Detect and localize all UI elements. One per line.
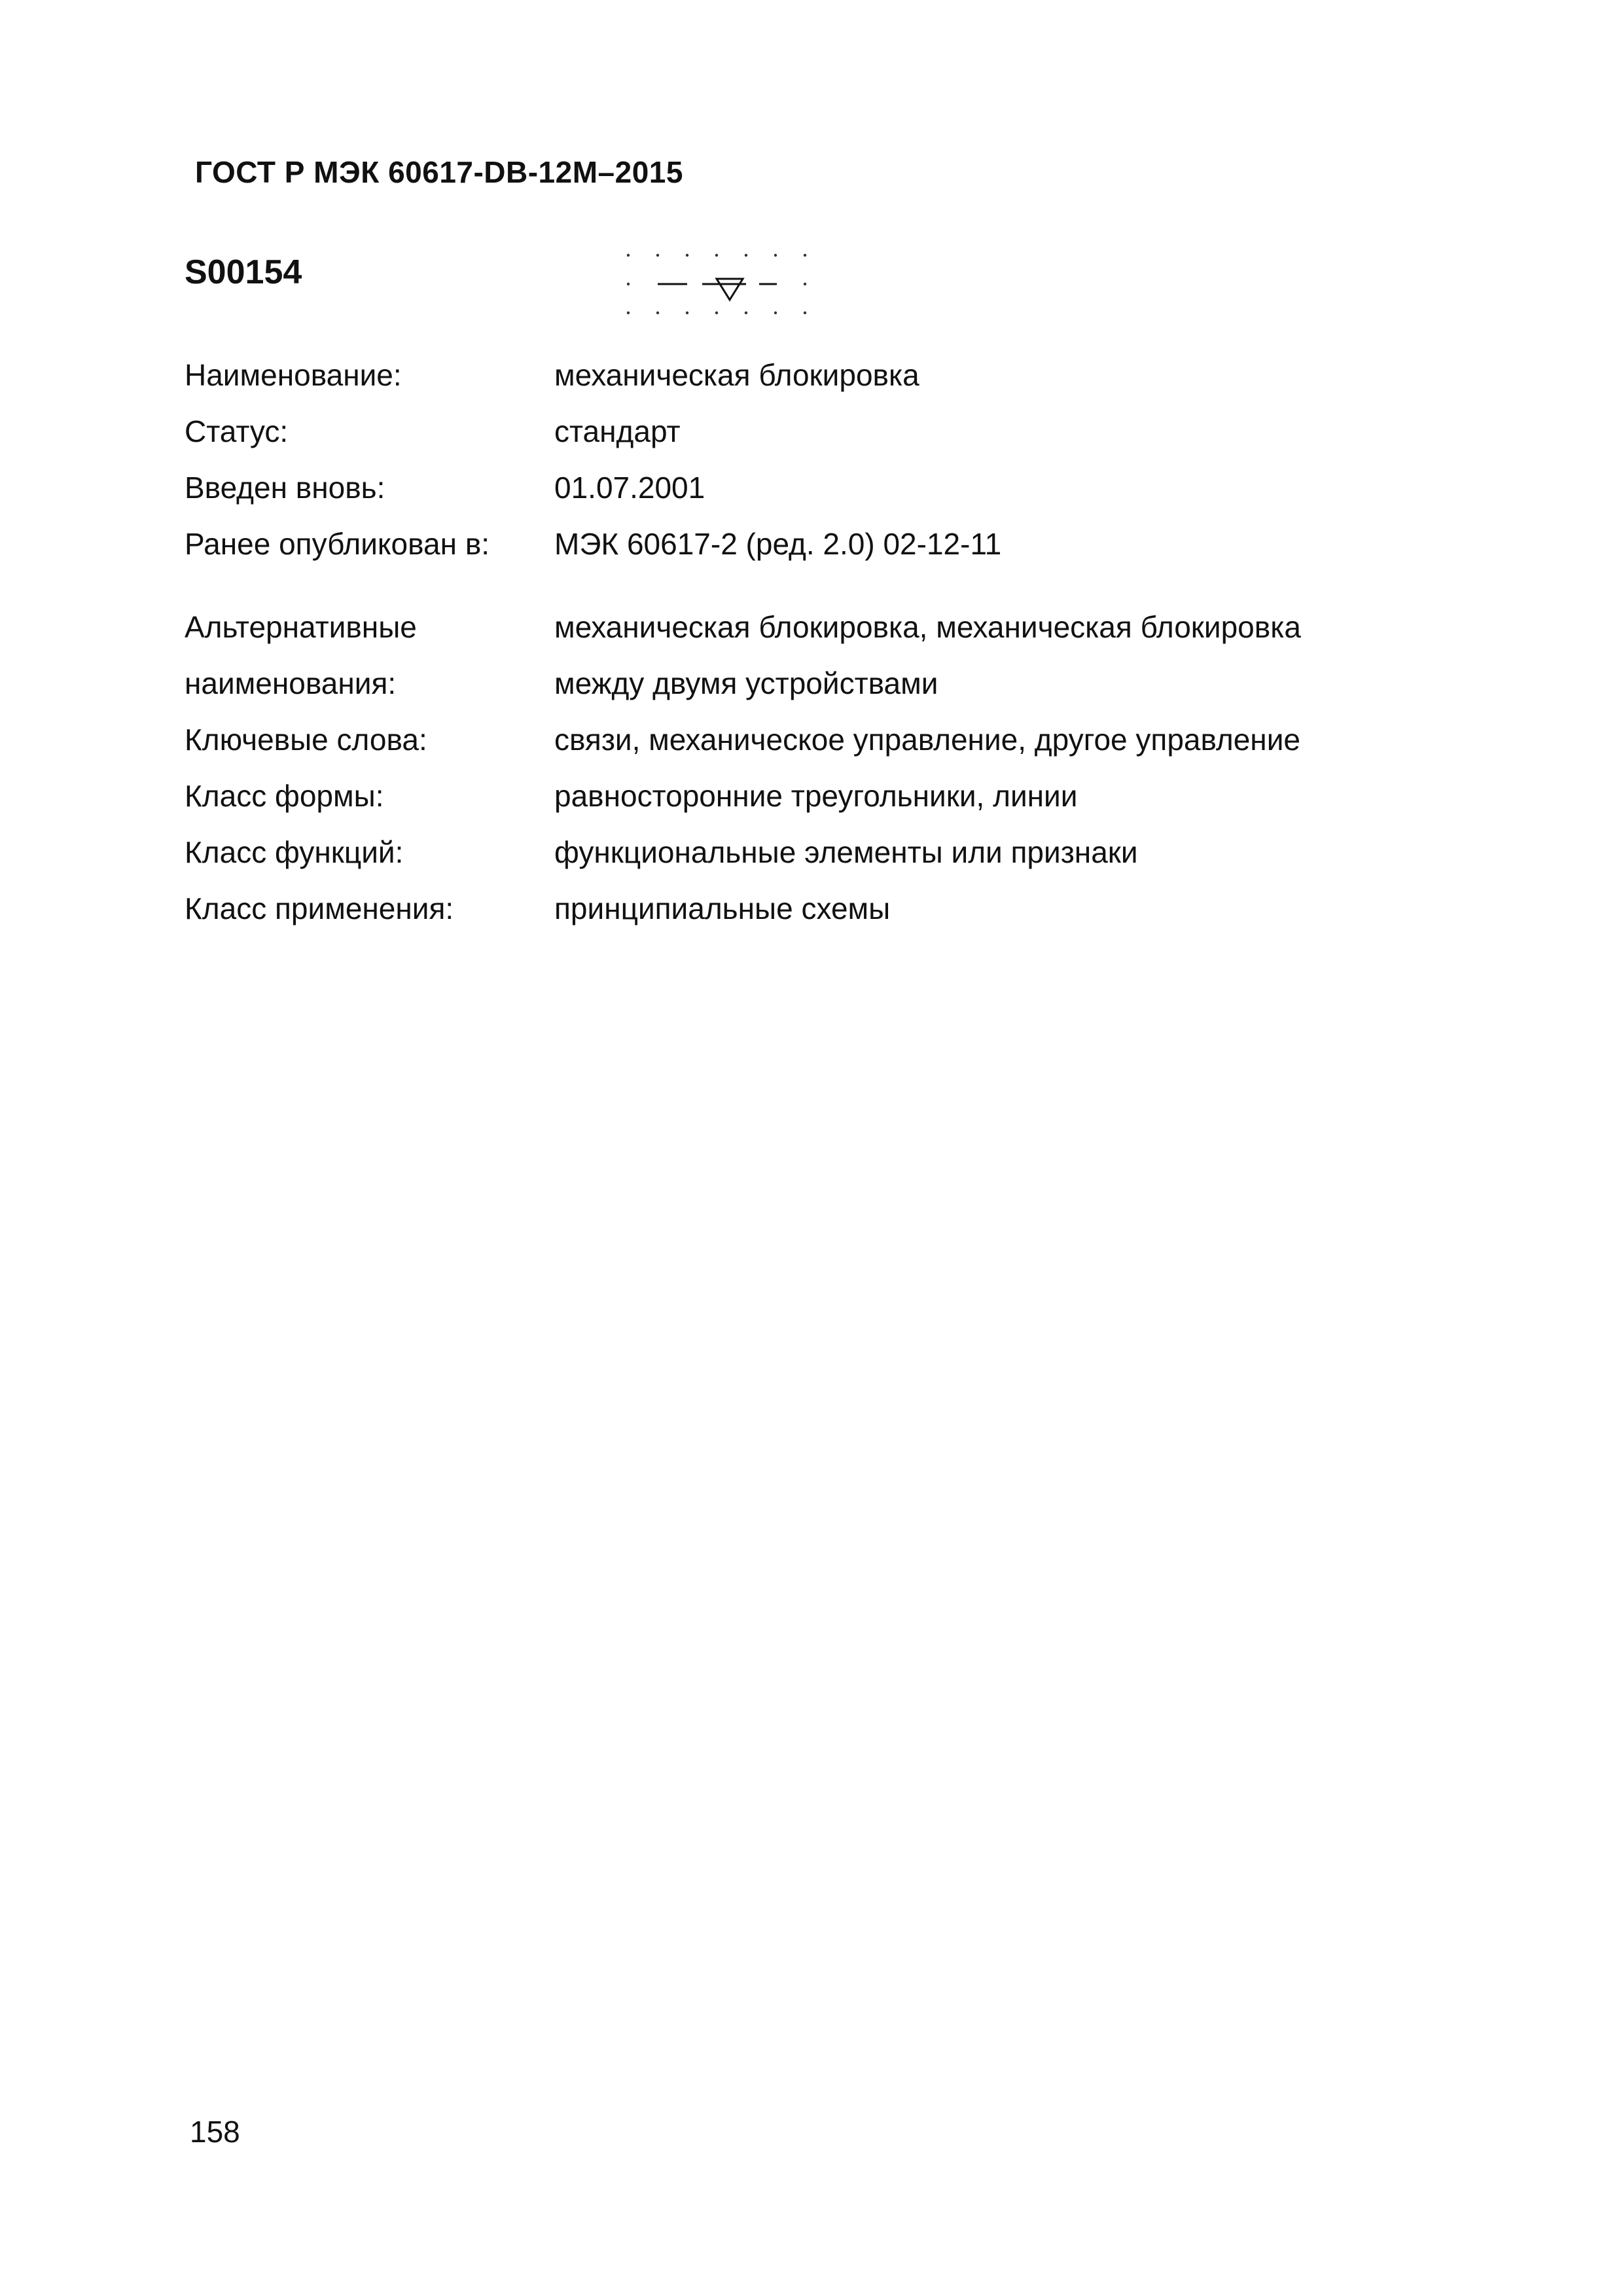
property-label: Ранее опубликован в: (185, 527, 490, 561)
symbol-code: S00154 (185, 253, 302, 291)
property-value: МЭК 60617-2 (ред. 2.0) 02-12-11 (554, 527, 1002, 561)
property-label: наименования: (185, 666, 397, 700)
property-row (185, 599, 1461, 655)
property-row (185, 459, 1461, 516)
property-row (185, 824, 1461, 880)
properties-main (185, 347, 1461, 572)
property-value: стандарт (554, 414, 681, 448)
property-value: равносторонние треугольники, линии (554, 779, 1078, 813)
property-label: Класс формы: (185, 779, 384, 813)
property-value: связи, механическое управление, другое управление (554, 723, 1300, 757)
property-row (185, 880, 1461, 937)
property-value: принципиальные схемы (554, 891, 891, 925)
property-value: 01.07.2001 (554, 471, 705, 505)
property-value: между двумя устройствами (554, 666, 938, 700)
property-row (185, 403, 1461, 459)
property-value: механическая блокировка, механическая блокировка (554, 610, 1301, 644)
symbol-lines (658, 279, 777, 300)
mechanical-interlock-symbol-icon (625, 247, 821, 319)
document-header: ГОСТ Р МЭК 60617-DB-12M–2015 (195, 155, 683, 189)
property-label: Наименование: (185, 358, 402, 392)
page-number: 158 (190, 2115, 240, 2149)
property-value: механическая блокировка (554, 358, 919, 392)
property-label: Класс функций: (185, 835, 404, 869)
property-label: Класс применения: (185, 891, 454, 925)
property-value: функциональные элементы или признаки (554, 835, 1138, 869)
property-label: Введен вновь: (185, 471, 385, 505)
property-row (185, 655, 1461, 711)
property-row (185, 347, 1461, 403)
property-label: Статус: (185, 414, 289, 448)
property-row (185, 711, 1461, 768)
property-label: Ключевые слова: (185, 723, 427, 757)
properties-extra (185, 599, 1461, 937)
property-label: Альтернативные (185, 610, 417, 644)
property-row (185, 516, 1461, 572)
property-row (185, 768, 1461, 824)
